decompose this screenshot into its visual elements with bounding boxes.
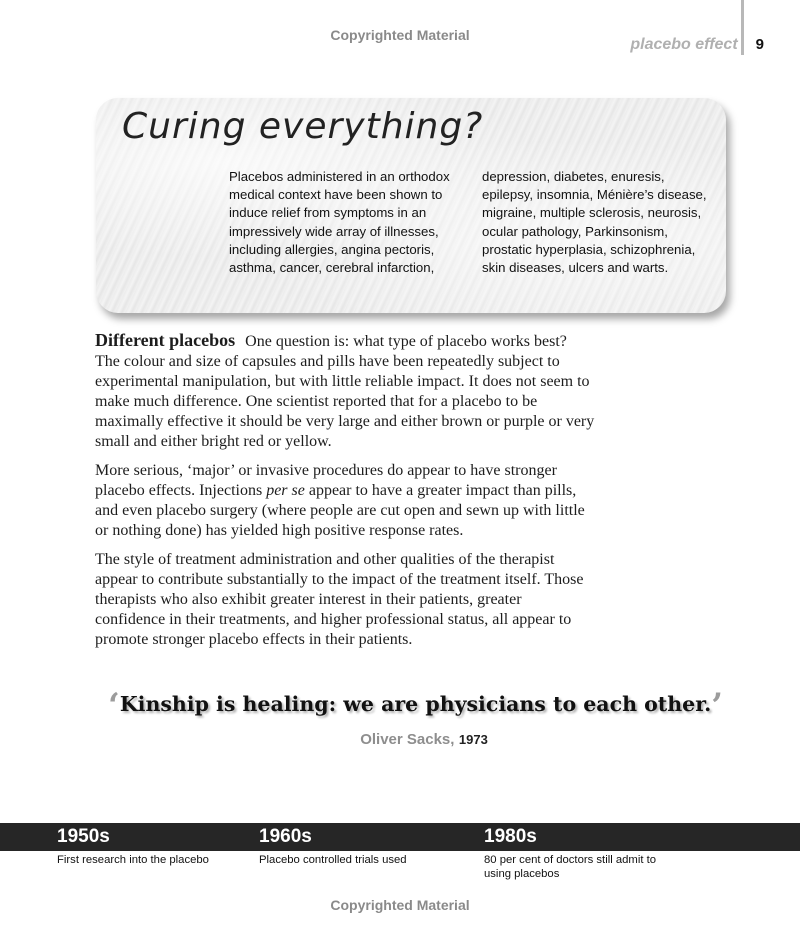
body-text bbox=[95, 330, 595, 659]
sidebar-column-2: depression, diabetes, enuresis, epilepsy, insomnia, Ménière’s disease, migraine, multiple sclerosis, neurosis, ocular pathology, Parkinsonism, prostatic hyperplasia, schizophrenia, skin diseases, ulcers and warts. bbox=[482, 169, 707, 276]
paragraph-2 bbox=[95, 461, 595, 541]
timeline-item bbox=[259, 823, 407, 868]
paragraph-1 bbox=[95, 330, 595, 452]
timeline-item bbox=[57, 823, 209, 868]
quote-year: 1973 bbox=[458, 732, 488, 747]
sidebar-box bbox=[96, 98, 726, 313]
paragraph-2-text-b: appear to have a greater impact than pills, and even placebo surgery (where people are cut open and sewn up with little or nothing done) has yielded high positive response rates. bbox=[95, 482, 585, 539]
timeline-description: Placebo controlled trials used bbox=[259, 854, 407, 866]
copyright-notice-top: Copyrighted Material bbox=[330, 27, 470, 43]
quote-text: Kinship is healing: we are physicians to each other. bbox=[119, 692, 712, 716]
paragraph-1-text: One question is: what type of placebo works best? The colour and size of capsules and pills have been repeatedly subject to experimental manipulation, but with little reliable impact. It does not seem to make much difference. One scientist reported that for a placebo to be maximally effective it should be very large and either brown or purple or very small and either bright red or yellow. bbox=[95, 333, 595, 450]
copyright-notice-bottom: Copyrighted Material bbox=[330, 897, 470, 913]
open-quote-mark: ‘ bbox=[108, 686, 120, 726]
section-heading: Different placebos bbox=[95, 330, 236, 350]
timeline-year: 1960s bbox=[259, 826, 312, 847]
running-head-title: placebo effect bbox=[630, 36, 738, 53]
close-quote-mark: ’ bbox=[711, 686, 724, 726]
paragraph-3: The style of treatment administration and other qualities of the therapist appear to contribute substantially to the impact of the treatment itself. Those therapists who also exhibit greater interest in their patients, greater confidence in their treatments, and higher professional status, all appear to promote stronger placebo effects in their patients. bbox=[95, 551, 584, 648]
pull-quote bbox=[108, 686, 748, 726]
page-number: 9 bbox=[755, 36, 764, 53]
running-head bbox=[630, 36, 764, 54]
timeline-item bbox=[484, 823, 664, 881]
sidebar-column-1: Placebos administered in an orthodox medical context have been shown to induce relief from symptoms in an impressively wide array of illnesses, including allergies, angina pectoris, asthma, cancer, cerebral infarction, bbox=[229, 169, 450, 276]
quote-author: Oliver Sacks, bbox=[360, 731, 455, 748]
sidebar-title: Curing everything? bbox=[122, 106, 484, 147]
timeline-description: 80 per cent of doctors still admit to using placebos bbox=[484, 854, 657, 880]
paragraph-2-emphasis: per se bbox=[266, 482, 305, 499]
quote-attribution bbox=[0, 731, 800, 749]
timeline-year: 1950s bbox=[57, 826, 110, 847]
paragraph-2-text-a: More serious, ‘major’ or invasive procedures do appear to have stronger placebo effects. Injections bbox=[95, 462, 557, 499]
timeline-year: 1980s bbox=[484, 826, 537, 847]
timeline-description: First research into the placebo bbox=[57, 854, 209, 866]
